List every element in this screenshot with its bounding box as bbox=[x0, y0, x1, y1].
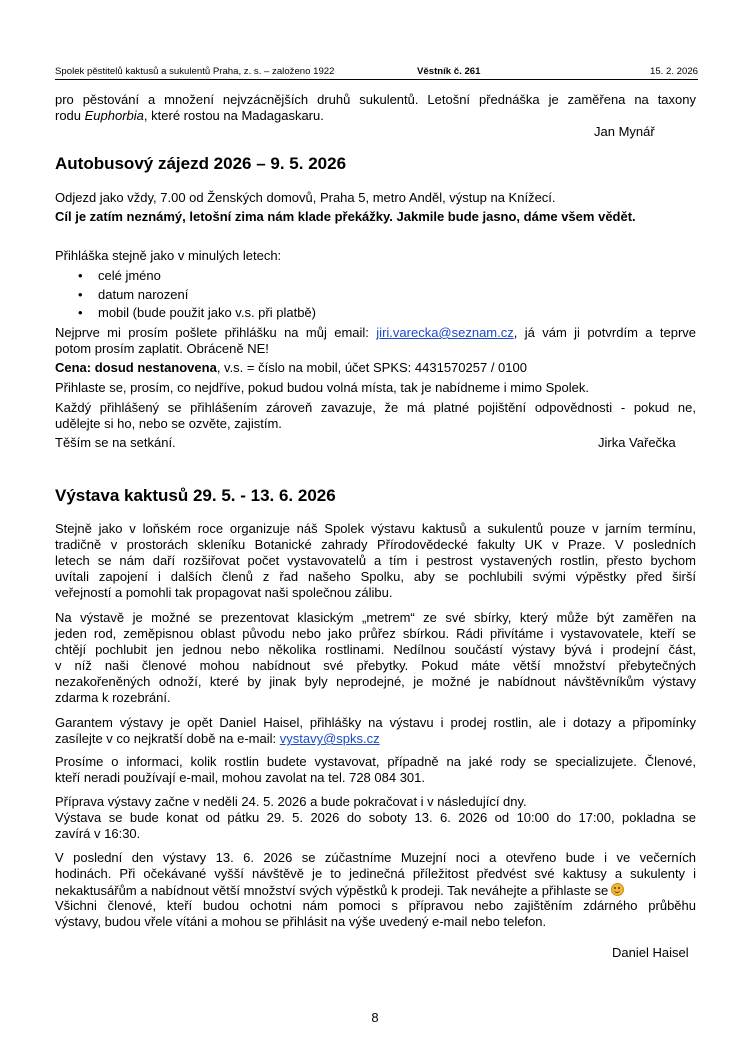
header-society: Spolek pěstitelů kaktusů a sukulentů Praha, z. s. – založeno 1922 bbox=[55, 66, 335, 77]
trip-title: Autobusový zájezd 2026 – 9. 5. 2026 bbox=[55, 154, 347, 173]
intro-author: Jan Mynář bbox=[594, 124, 655, 139]
exh-p5-line: Výstava se bude konat od pátku 29. 5. 2026 do soboty 13. 6. 2026 od 10:00 do 17:00, pokladna se bbox=[55, 810, 696, 825]
exh-p1-line: letech se nám daří rozšiřovat počet vystavovatelů a tím i pestrost vystavených rostlin, přesto bychom bbox=[55, 553, 696, 568]
bullet-item: datum narození bbox=[98, 287, 189, 302]
trip-asap: Přihlaste se, prosím, co nejdříve, pokud budou volná místa, tak je nabídneme i mimo Spolek. bbox=[55, 380, 589, 395]
exh-p6-line: hodinách. Při očekávané vyšší návštěvě je to jedinečná příležitost předvést své kaktusy a sukulenty i bbox=[55, 866, 696, 881]
exh-p1-line: Stejně jako v loňském roce organizuje náš Spolek výstavu kaktusů a sukulentů pouze v jarním termínu, bbox=[55, 521, 696, 536]
trip-author: Jirka Vařečka bbox=[598, 435, 676, 450]
exh-p6-line: V poslední den výstavy 13. 6. 2026 se zúčastníme Muzejní noci a otevřeno bude i ve večerních bbox=[55, 850, 696, 865]
exh-p4-line: Prosíme o informaci, kolik rostlin budete vystavovat, případně na jaké rody se specializujete. Členové, bbox=[55, 754, 696, 769]
page-header bbox=[55, 63, 698, 80]
exh-p6-line: výstavy, budou vřele vítáni a mohou se přihlásit na výše uvedený e-mail nebo telefon. bbox=[55, 914, 547, 929]
trip-goal: Cíl je zatím neznámý, letošní zima nám klade překážky. Jakmile bude jasno, dáme všem vědět. bbox=[55, 209, 636, 224]
trip-greeting: Těším se na setkání. bbox=[55, 435, 176, 450]
trip-email-text: , já vám ji potvrdím a teprve bbox=[513, 325, 697, 340]
exh-p1-line: uvítali zapojení i dalších členů z řad našeho Spolku, aby se pochlubili svými výpěstky před širší bbox=[55, 569, 696, 584]
page-number: 8 bbox=[371, 1010, 379, 1025]
price-label: Cena: dosud nestanovena bbox=[55, 360, 217, 375]
trip-email-line bbox=[55, 325, 696, 341]
trip-insurance-1: Každý přihlášený se přihlášením zároveň zavazuje, že má platné pojištění odpovědnosti - pokud ne, bbox=[55, 400, 696, 415]
exh-p3-line bbox=[55, 731, 380, 747]
header-bulletin: Věstník č. 261 bbox=[417, 66, 481, 77]
bullet-dot: • bbox=[78, 287, 83, 302]
intro-genus: Euphorbia bbox=[84, 108, 144, 123]
exh-p2-line: Na výstavě je možné se prezentovat klasickým „metrem“ ze své sbírky, který může být zaměřen na bbox=[55, 610, 696, 625]
exh-p2-line: nezakořeněných odnoží, které by jinak byly neprodejné, je možné je nabídnout návštěvníkům výstavy bbox=[55, 674, 696, 689]
intro-line-1: pro pěstování a množení nejvzácnějších druhů sukulentů. Letošní přednáška je zaměřena na taxony bbox=[55, 92, 696, 107]
trip-price bbox=[55, 360, 527, 376]
trip-insurance-2: udělejte si ho, nebo se ozvěte, zajistím. bbox=[55, 416, 282, 431]
email-link[interactable]: jiri.varecka@seznam.cz bbox=[376, 325, 514, 340]
exhibition-author: Daniel Haisel bbox=[612, 945, 689, 960]
exh-p3-text: zasílejte v co nejkratší době na e-mail: bbox=[55, 731, 280, 746]
exh-p5-line: zavírá v 16:30. bbox=[55, 826, 141, 841]
exh-p1-line: veřejností a pomohli tak propagovat naši společnou zálibu. bbox=[55, 585, 393, 600]
exh-p6-line: Všichni členové, kteří budou ochotni nám pomoci s přípravou nebo zajištěním zdárného průběhu bbox=[55, 898, 696, 913]
trip-email-line-2: potom prosím zaplatit. Obráceně NE! bbox=[55, 341, 269, 356]
exh-p6-line bbox=[55, 882, 624, 899]
exh-p2-line: zdarma k rozebrání. bbox=[55, 690, 171, 705]
bullet-dot: • bbox=[78, 305, 83, 320]
exh-p2-line: jeden rod, zeměpisnou oblast původu nebo jako průřez sbírkou. Rádi přivítáme i vystavovatele, kteří se bbox=[55, 626, 696, 641]
exh-p2-line: chtějí pochlubit jen jednou nebo několika rostlinami. Nedílnou součástí výstavy bývá i prodejní část, bbox=[55, 642, 696, 657]
bullet-dot: • bbox=[78, 268, 83, 283]
smiley-icon bbox=[611, 883, 624, 896]
trip-email-text: Nejprve mi prosím pošlete přihlášku na můj email: bbox=[55, 325, 377, 340]
exh-p5-line: Příprava výstavy začne v neděli 24. 5. 2026 a bude pokračovat i v následující dny. bbox=[55, 794, 527, 809]
trip-departure: Odjezd jako vždy, 7.00 od Ženských domovů, Praha 5, metro Anděl, výstup na Knížecí. bbox=[55, 190, 556, 205]
intro-text: rodu bbox=[55, 108, 85, 123]
bullet-item: celé jméno bbox=[98, 268, 161, 283]
intro-line-2 bbox=[55, 108, 324, 124]
exh-p4-line: kteří neradi používají e-mail, mohou zavolat na tel. 728 084 301. bbox=[55, 770, 425, 785]
exhibition-title: Výstava kaktusů 29. 5. - 13. 6. 2026 bbox=[55, 486, 336, 505]
header-date: 15. 2. 2026 bbox=[649, 66, 698, 77]
exhibition-email-link[interactable]: vystavy@spks.cz bbox=[279, 731, 380, 746]
price-details: , v.s. = číslo na mobil, účet SPKS: 4431570257 / 0100 bbox=[216, 360, 527, 375]
exh-p3-line: Garantem výstavy je opět Daniel Haisel, přihlášky na výstavu i prodej rostlin, ale i dotazy a připomínky bbox=[55, 715, 696, 730]
intro-text: , které rostou na Madagaskaru. bbox=[143, 108, 324, 123]
exh-p2-line: v níž naši členové mohou nabídnout své přebytky. Pokud máte větší množství přebytečných bbox=[55, 658, 696, 673]
bullet-item: mobil (bude použit jako v.s. při platbě) bbox=[98, 305, 316, 320]
exh-p6-text: nekaktusářům a nabídnout větší množství svých výpěstků k prodeji. Tak neváhejte a přihlaste se bbox=[55, 883, 609, 898]
exh-p1-line: tradičně v prostorách skleníku Botanické zahrady Přírodovědecké fakulty UK v Praze. V posledních bbox=[55, 537, 696, 552]
trip-apply-intro: Přihláška stejně jako v minulých letech: bbox=[55, 248, 282, 263]
